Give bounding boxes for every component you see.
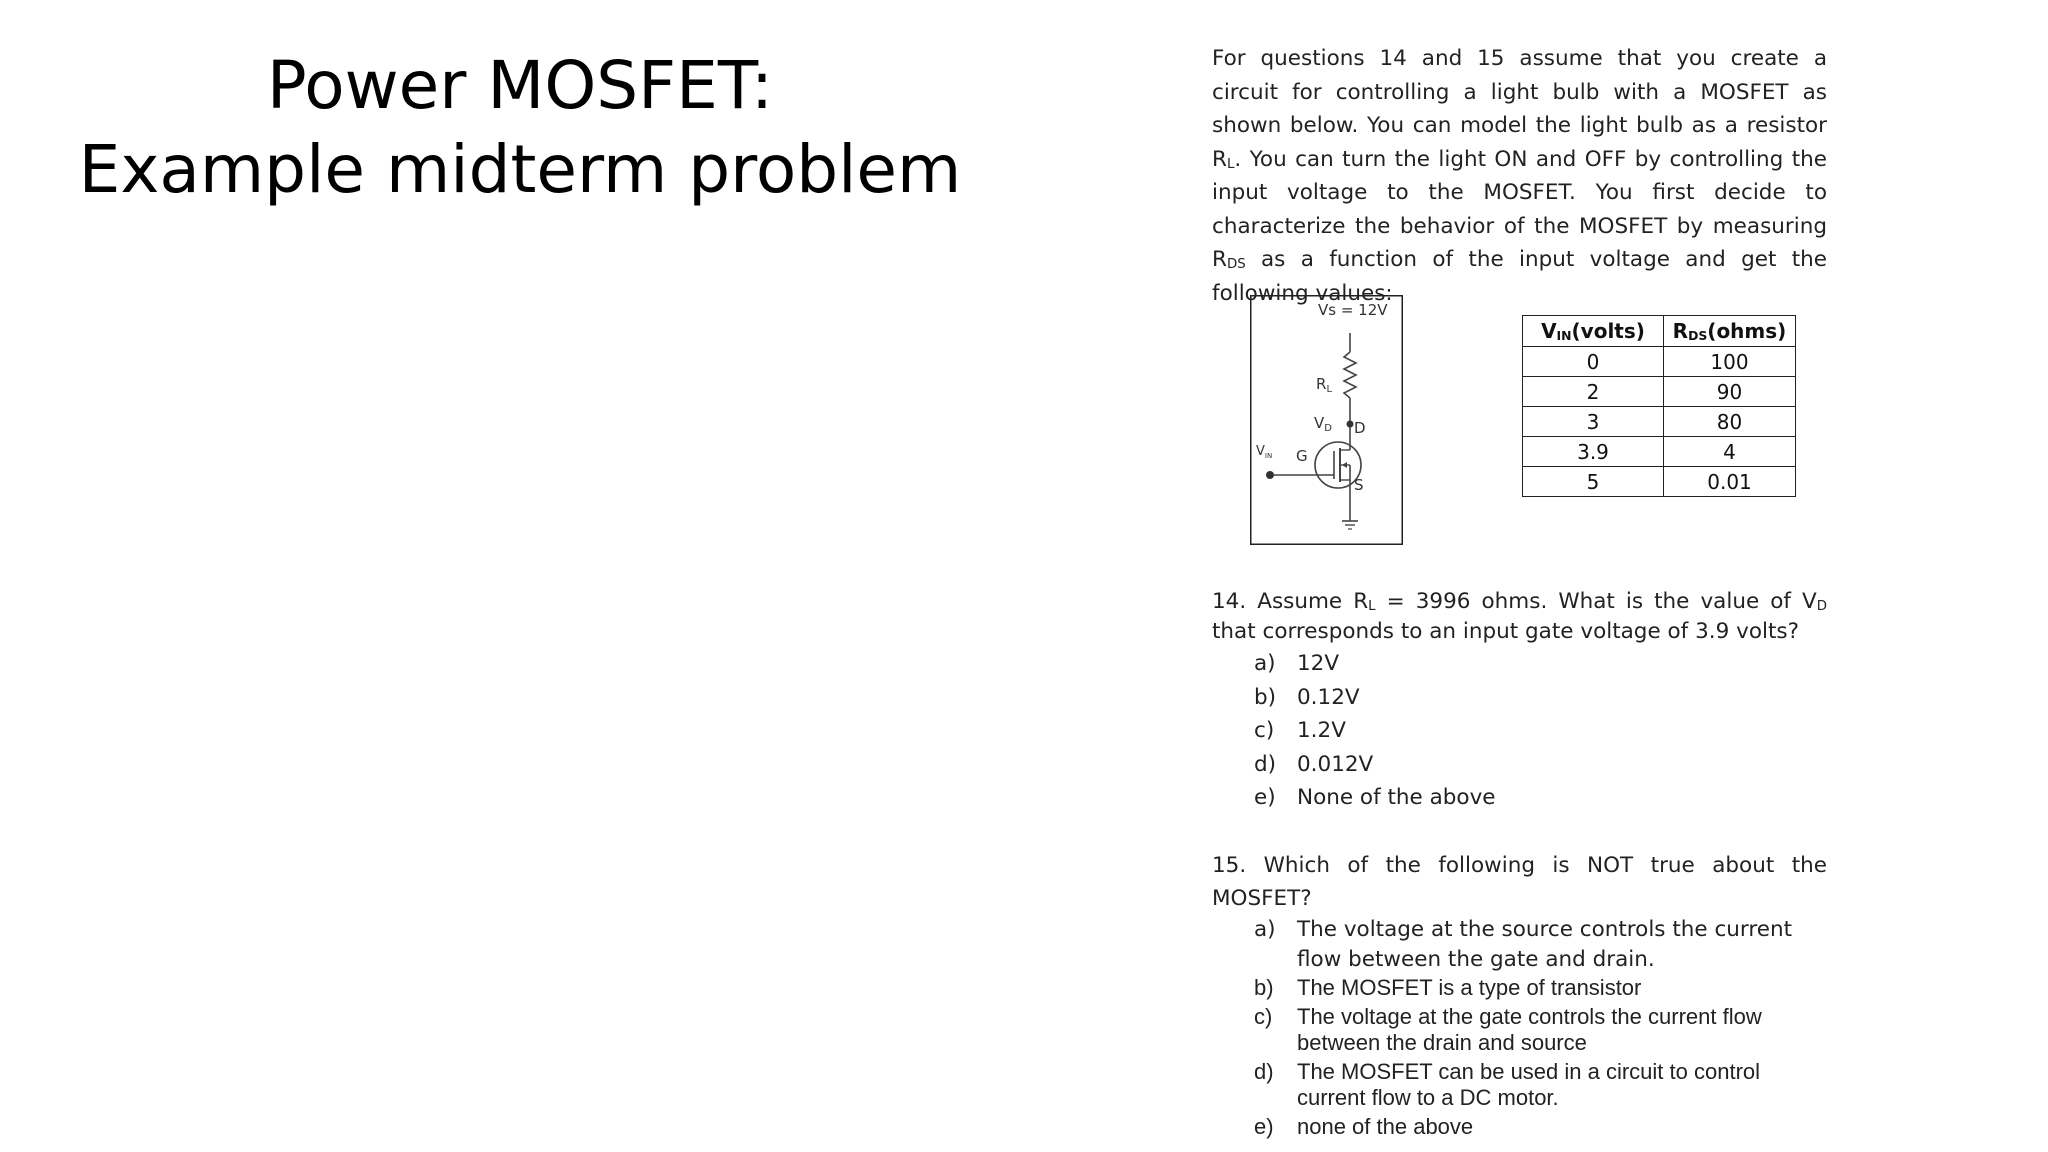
cell-vin: 5 xyxy=(1523,467,1664,497)
intro-sub-ds: DS xyxy=(1226,256,1246,272)
cell-vin: 2 xyxy=(1523,377,1664,407)
mosfet-circuit-diagram xyxy=(1250,295,1403,545)
cell-vin: 3 xyxy=(1523,407,1664,437)
intro-paragraph xyxy=(1212,42,1827,310)
header-vin: $V_{IN}(volts)$ xyxy=(1523,316,1664,347)
question-15-stem: 15. Which of the following is NOT true about the MOSFET? xyxy=(1212,853,1827,911)
cell-rds: 90 xyxy=(1664,377,1796,407)
s-label: S xyxy=(1354,476,1364,494)
intro-text-3: as a function of the input voltage and get the following values: xyxy=(1212,247,1827,306)
vin-rds-table xyxy=(1522,315,1796,497)
slide-title xyxy=(60,44,980,212)
question-15-options xyxy=(1212,915,1827,1140)
g-label: G xyxy=(1296,447,1308,465)
cell-vin: 3.9 xyxy=(1523,437,1664,467)
load-resistor-rl xyxy=(1344,352,1356,398)
circuit-frame xyxy=(1251,296,1403,545)
cell-rds: 0.01 xyxy=(1664,467,1796,497)
option-d xyxy=(1212,1059,1827,1111)
table-row xyxy=(1523,467,1796,497)
vs-label: Vs = 12V xyxy=(1318,301,1388,319)
option-e xyxy=(1212,1114,1827,1140)
vin-node xyxy=(1266,471,1274,479)
option-letter: b) xyxy=(1254,684,1277,710)
cell-rds: 4 xyxy=(1664,437,1796,467)
d-label: D xyxy=(1354,419,1366,437)
question-14 xyxy=(1212,587,1827,815)
option-letter: c) xyxy=(1254,718,1275,743)
option-d xyxy=(1212,748,1827,782)
option-letter: a) xyxy=(1254,651,1276,676)
intro-sub-rl: L xyxy=(1226,156,1235,172)
option-text: The voltage at the source controls the current flow between the gate and drain. xyxy=(1297,917,1793,972)
intro-text-1: For questions 14 and 15 assume that you create a circuit for controlling a light bulb with a MOSFET as shown below. You can model the light bulb as a resistor R xyxy=(1212,46,1827,172)
option-letter: e) xyxy=(1254,1114,1274,1139)
cell-rds: 80 xyxy=(1664,407,1796,437)
rl-label: $R_L$ xyxy=(1316,375,1333,395)
drain-node xyxy=(1347,421,1354,428)
option-text: The MOSFET is a type of transistor xyxy=(1297,975,1642,1000)
option-text: The voltage at the gate controls the current flow between the drain and source xyxy=(1297,1004,1762,1055)
option-b xyxy=(1212,681,1827,715)
question-15 xyxy=(1212,849,1827,1143)
table-row xyxy=(1523,437,1796,467)
option-letter: d) xyxy=(1254,751,1277,777)
option-text: None of the above xyxy=(1297,785,1496,810)
question-14-options xyxy=(1212,647,1827,815)
vin-label: $V_{IN}$ xyxy=(1256,444,1273,460)
cell-vin: 0 xyxy=(1523,347,1664,377)
option-letter: c) xyxy=(1254,1004,1273,1029)
option-letter: b) xyxy=(1254,975,1274,1000)
table-row xyxy=(1523,377,1796,407)
option-b xyxy=(1212,975,1827,1001)
option-text: 0.12V xyxy=(1297,684,1360,710)
title-line-1: Power MOSFET: xyxy=(266,47,774,124)
question-14-stem: 14. Assume $R_L = 3996$ ohms. What is the value of $V_D$ that corresponds to an input gate voltage of 3.9 volts? xyxy=(1212,589,1827,644)
cell-rds: 100 xyxy=(1664,347,1796,377)
option-a xyxy=(1212,915,1827,975)
option-text: 1.2V xyxy=(1297,718,1346,743)
option-a xyxy=(1212,647,1827,681)
option-letter: a) xyxy=(1254,917,1276,942)
intro-text-2: . You can turn the light ON and OFF by controlling the input voltage to the MOSFET. You first decide to characterize the behavior of the MOSFET by measuring R xyxy=(1212,146,1827,272)
option-text: 0.012V xyxy=(1297,751,1374,777)
ground-symbol xyxy=(1342,521,1358,529)
option-letter: d) xyxy=(1254,1059,1274,1084)
option-text: none of the above xyxy=(1297,1114,1474,1139)
header-rds: $R_{DS}(ohms)$ xyxy=(1664,316,1796,347)
option-text: The MOSFET can be used in a circuit to control current flow to a DC motor. xyxy=(1297,1059,1761,1110)
option-letter: e) xyxy=(1254,785,1276,810)
option-text: 12V xyxy=(1297,651,1340,676)
table-row xyxy=(1523,407,1796,437)
table-row xyxy=(1523,347,1796,377)
title-line-2: Example midterm problem xyxy=(78,131,962,208)
option-e xyxy=(1212,781,1827,815)
vd-label: $V_D$ xyxy=(1314,414,1332,434)
option-c xyxy=(1212,1004,1827,1056)
table-header-row xyxy=(1523,316,1796,347)
option-c xyxy=(1212,714,1827,748)
